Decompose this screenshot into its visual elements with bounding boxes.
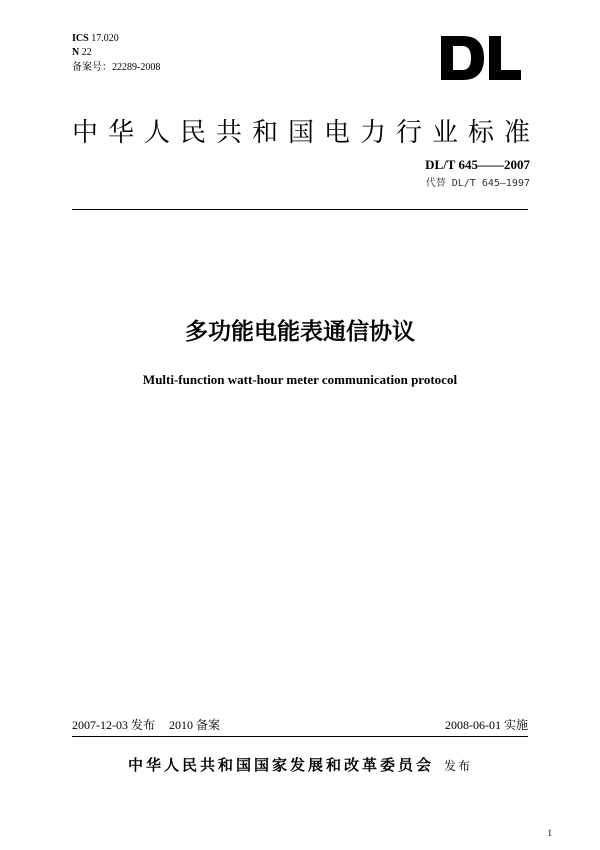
record-year: 2010 备案 xyxy=(169,718,221,732)
dl-logo xyxy=(437,30,527,86)
implement-date: 2008-06-01 实施 xyxy=(445,718,528,732)
document-title-en: Multi-function watt-hour meter communication protocol xyxy=(142,372,458,387)
ccs-code: 22 xyxy=(81,47,92,58)
industry-standard-title: 中华人民共和国电力行业标准 xyxy=(72,118,541,148)
dl-logo-mark xyxy=(437,30,527,86)
ics-label: ICS xyxy=(72,33,89,44)
ics-code: 17.020 xyxy=(91,33,119,44)
issuer xyxy=(0,754,600,775)
ics-classification xyxy=(72,32,119,46)
page-number: 1 xyxy=(547,828,552,838)
record-label: 备案号： xyxy=(72,62,112,73)
ccs-label: N xyxy=(72,47,80,58)
release-info xyxy=(72,716,220,733)
ccs-classification xyxy=(72,46,92,60)
replaces-standard: 代替 DL/T 645—1997 xyxy=(425,178,530,189)
document-title-cn: 多功能电能表通信协议 xyxy=(185,319,415,345)
top-divider xyxy=(72,209,528,210)
bottom-divider xyxy=(72,736,528,737)
issuer-name: 中华人民共和国国家发展和改革委员会 xyxy=(127,756,434,774)
issuer-action: 发布 xyxy=(444,759,473,773)
standard-number: DL/T 645——2007 xyxy=(425,157,530,172)
record-code: 22289-2008 xyxy=(112,62,161,73)
record-number xyxy=(72,61,160,75)
release-date: 2007-12-03 发布 xyxy=(72,718,155,732)
